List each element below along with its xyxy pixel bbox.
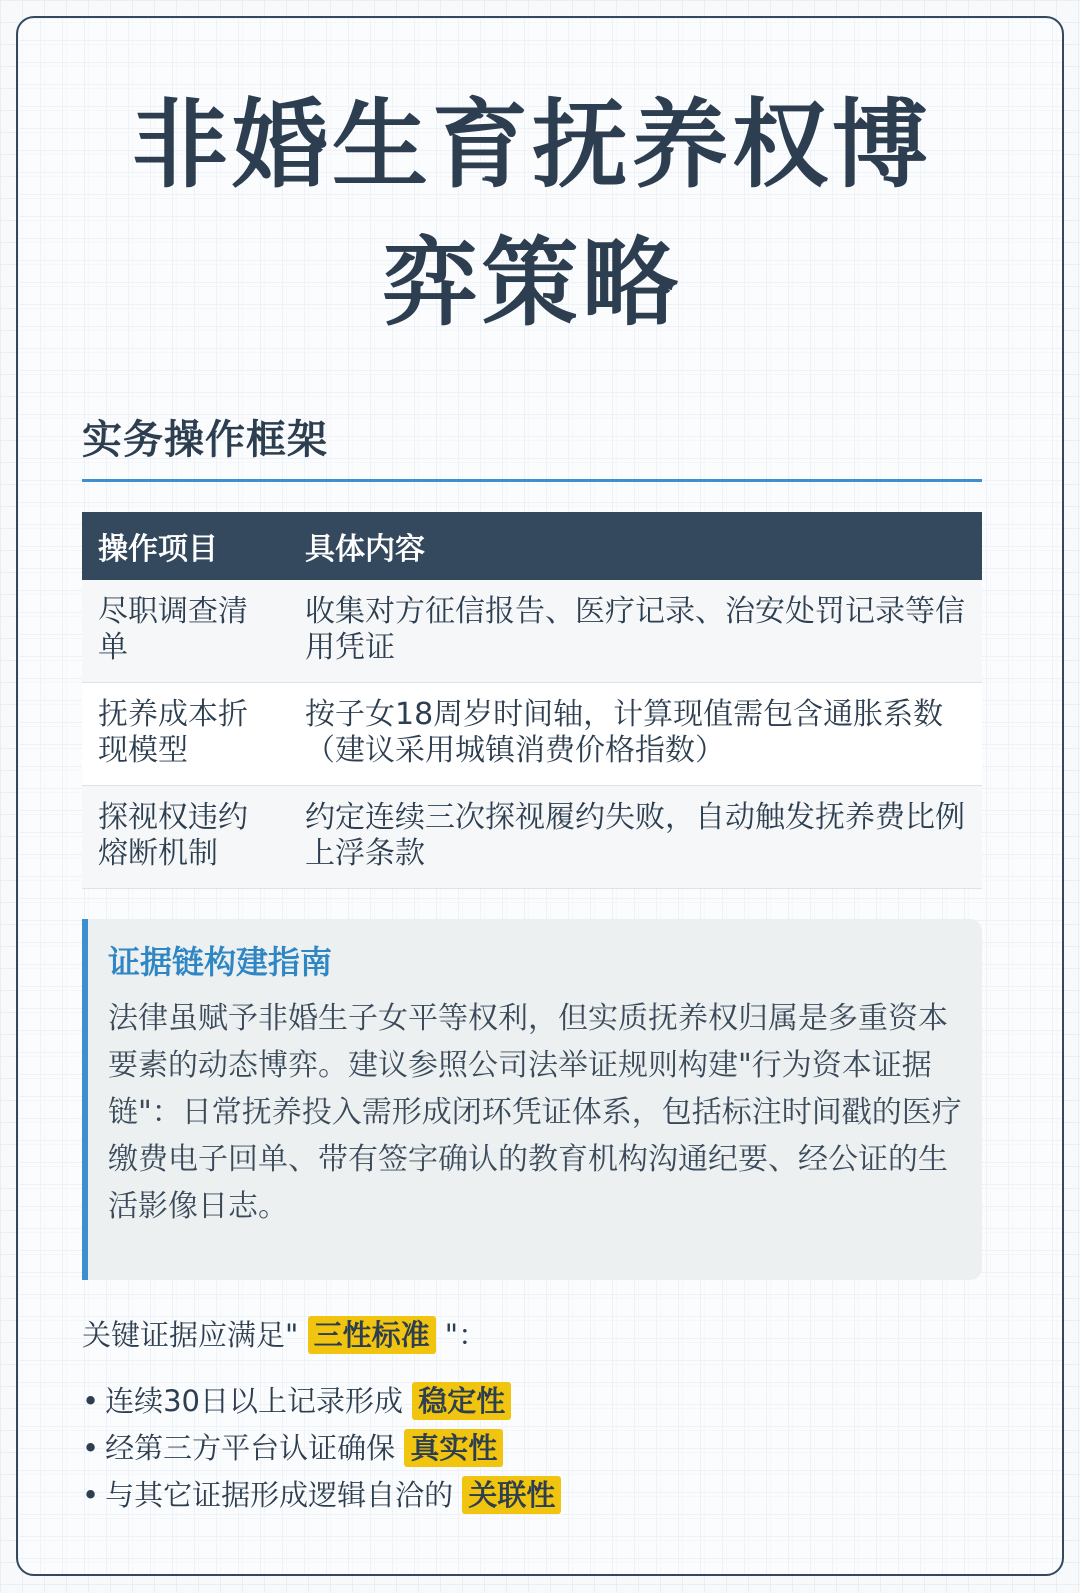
bullet-dot: • [82,1431,100,1465]
row-content-cell: 按子女18周岁时间轴，计算现值需包含通胀系数（建议采用城镇消费价格指数） [289,683,982,786]
list-item [82,1472,982,1519]
standards-highlight: 三性标准 [308,1316,436,1354]
standards-prefix: 关键证据应满足" [82,1318,299,1352]
row-item-cell: 尽职调查清单 [82,580,289,683]
list-item-text: 与其它证据形成逻辑自洽的 [105,1478,454,1512]
list-item-highlight: 真实性 [404,1429,503,1467]
list-item-text: 经第三方平台认证确保 [105,1431,396,1465]
column-header-item: 操作项目 [82,512,289,580]
list-item-text: 连续30日以上记录形成 [105,1384,404,1418]
standards-suffix: "： [444,1318,488,1352]
list-item-highlight: 关联性 [462,1476,561,1514]
operations-table [82,512,982,889]
list-item-highlight: 稳定性 [412,1382,511,1420]
guide-body: 法律虽赋予非婚生子女平等权利，但实质抚养权归属是多重资本要素的动态博弈。建议参照公司法举证规则构建"行为资本证据链"：日常抚养投入需形成闭环凭证体系，包括标注时间戳的医疗缴费电子回单、带有签字确认的教育机构沟通纪要、经公证的生活影像日志。 [108,1001,962,1224]
bullet-dot: • [82,1478,100,1512]
row-item-cell: 抚养成本折现模型 [82,683,289,786]
standards-line [82,1314,982,1356]
document-card [16,16,1064,1576]
table-row [82,683,982,786]
table-row [82,580,982,683]
table-header-row [82,512,982,580]
row-item-cell: 探视权违约熔断机制 [82,786,289,889]
list-item [82,1378,982,1425]
row-content-cell: 收集对方征信报告、医疗记录、治安处罚记录等信用凭证 [289,580,982,683]
list-item [82,1425,982,1472]
bullet-dot: • [82,1384,100,1418]
guide-title: 证据链构建指南 [108,943,333,981]
table-row [82,786,982,889]
column-header-content: 具体内容 [289,512,982,580]
evidence-guide-callout [82,919,982,1280]
criteria-list [82,1378,982,1519]
row-content-cell: 约定连续三次探视履约失败，自动触发抚养费比例上浮条款 [289,786,982,889]
section-heading: 实务操作框架 [82,408,982,482]
page-title: 非婚生育抚养权博弈策略 [132,89,932,339]
